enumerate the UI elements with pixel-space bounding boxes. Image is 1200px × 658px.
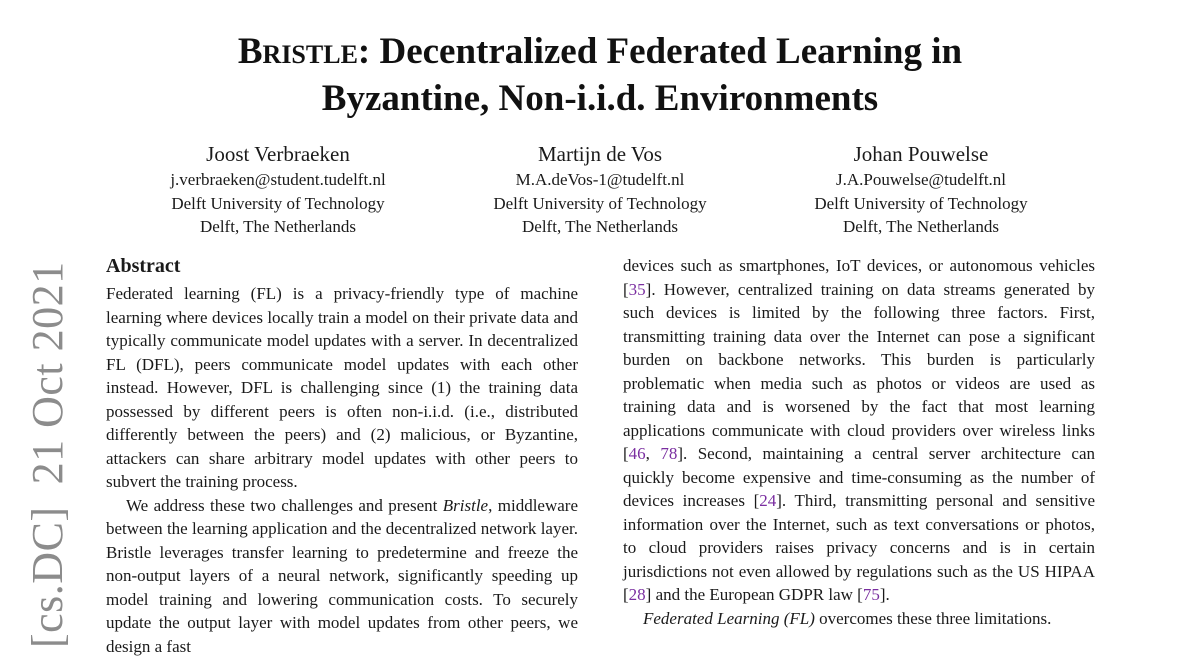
arxiv-date: 21 Oct 2021 — [23, 261, 72, 484]
author-affiliation: Delft University of Technology — [440, 192, 760, 216]
body-text: ]. Second, maintaining a central server architecture can quickly become expensive and time-consuming as the number of devices increases [ — [623, 444, 1095, 510]
author-name: Joost Verbraeken — [118, 140, 438, 168]
author-location: Delft, The Netherlands — [761, 215, 1081, 239]
abstract-p2-rest: , middleware between the learning application and the decentralized network layer. Bristle leverages transfer learning to predetermine and freeze the non-output layers of a neural network, significantly speeding up model training and lowering communication costs. To securely update the output layer with model updates from other peers, we design a fast — [106, 496, 578, 656]
author-affiliation: Delft University of Technology — [118, 192, 438, 216]
intro-paragraph — [623, 254, 1095, 607]
body-text: ] and the European GDPR law [ — [646, 585, 863, 604]
author-location: Delft, The Netherlands — [440, 215, 760, 239]
body-text: ]. Third, transmitting personal and sensitive information over the Internet, such as text conversations or photos, to cloud providers raises privacy concerns and is in certain jurisdictions not even allowed by regulations such as the US HIPAA [ — [623, 491, 1095, 604]
title-line2: Byzantine, Non-i.i.d. Environments — [322, 78, 878, 119]
system-name-emphasis: Bristle — [443, 496, 488, 515]
citation-link[interactable]: 78 — [660, 444, 677, 463]
citation-link[interactable]: 46 — [629, 444, 646, 463]
citation-link[interactable]: 35 — [629, 280, 646, 299]
author-email: M.A.deVos-1@tudelft.nl — [440, 168, 760, 192]
author-location: Delft, The Netherlands — [118, 215, 438, 239]
title-line1-rest: : Decentralized Federated Learning in — [358, 31, 962, 72]
arxiv-identifier — [22, 261, 73, 648]
abstract-p2-start: We address these two challenges and present — [126, 496, 443, 515]
fl-paragraph — [623, 607, 1095, 631]
citation-link[interactable]: 28 — [629, 585, 646, 604]
author-2 — [440, 140, 760, 239]
body-text: , — [646, 444, 661, 463]
abstract-heading: Abstract — [106, 252, 578, 280]
abstract-paragraph-1: Federated learning (FL) is a privacy-friendly type of machine learning where devices locally train a model on their private data and typically communicate model updates with a server. In decentralized FL (DFL), peers communicate model updates with each other instead. However, DFL is challenging since (1) the training data possessed by different peers is often non-i.i.d. (i.e., distributed differently between the peers) and (2) malicious, or Byzantine, attackers can share arbitrary model updates with other peers to subvert the training process. — [106, 282, 578, 494]
author-email: j.verbraeken@student.tudelft.nl — [118, 168, 438, 192]
body-text: overcomes these three limitations. — [815, 609, 1052, 628]
author-email: J.A.Pouwelse@tudelft.nl — [761, 168, 1081, 192]
term-emphasis: Federated Learning (FL) — [643, 609, 815, 628]
author-name: Martijn de Vos — [440, 140, 760, 168]
left-column — [106, 252, 578, 658]
author-name: Johan Pouwelse — [761, 140, 1081, 168]
body-text: ]. However, centralized training on data streams generated by such devices is limited by the following three factors. First, transmitting training data over the Internet can pose a significant burden on backbone networks. This burden is particularly problematic when media such as photos or videos are used as training data and is worsened by the fact that most learning applications communicate with cloud providers over wireless links [ — [623, 280, 1095, 464]
right-column — [623, 254, 1095, 630]
body-text: devices such as smartphones, IoT devices, or autonomous vehicles [ — [623, 256, 1095, 299]
system-name: Bristle — [238, 31, 358, 72]
author-3 — [761, 140, 1081, 239]
paper-title — [0, 28, 1200, 122]
author-1 — [118, 140, 438, 239]
author-affiliation: Delft University of Technology — [761, 192, 1081, 216]
arxiv-category: [cs.DC] — [23, 506, 72, 648]
citation-link[interactable]: 24 — [759, 491, 776, 510]
body-text: ]. — [880, 585, 890, 604]
abstract-paragraph-2 — [106, 494, 578, 658]
citation-link[interactable]: 75 — [863, 585, 880, 604]
